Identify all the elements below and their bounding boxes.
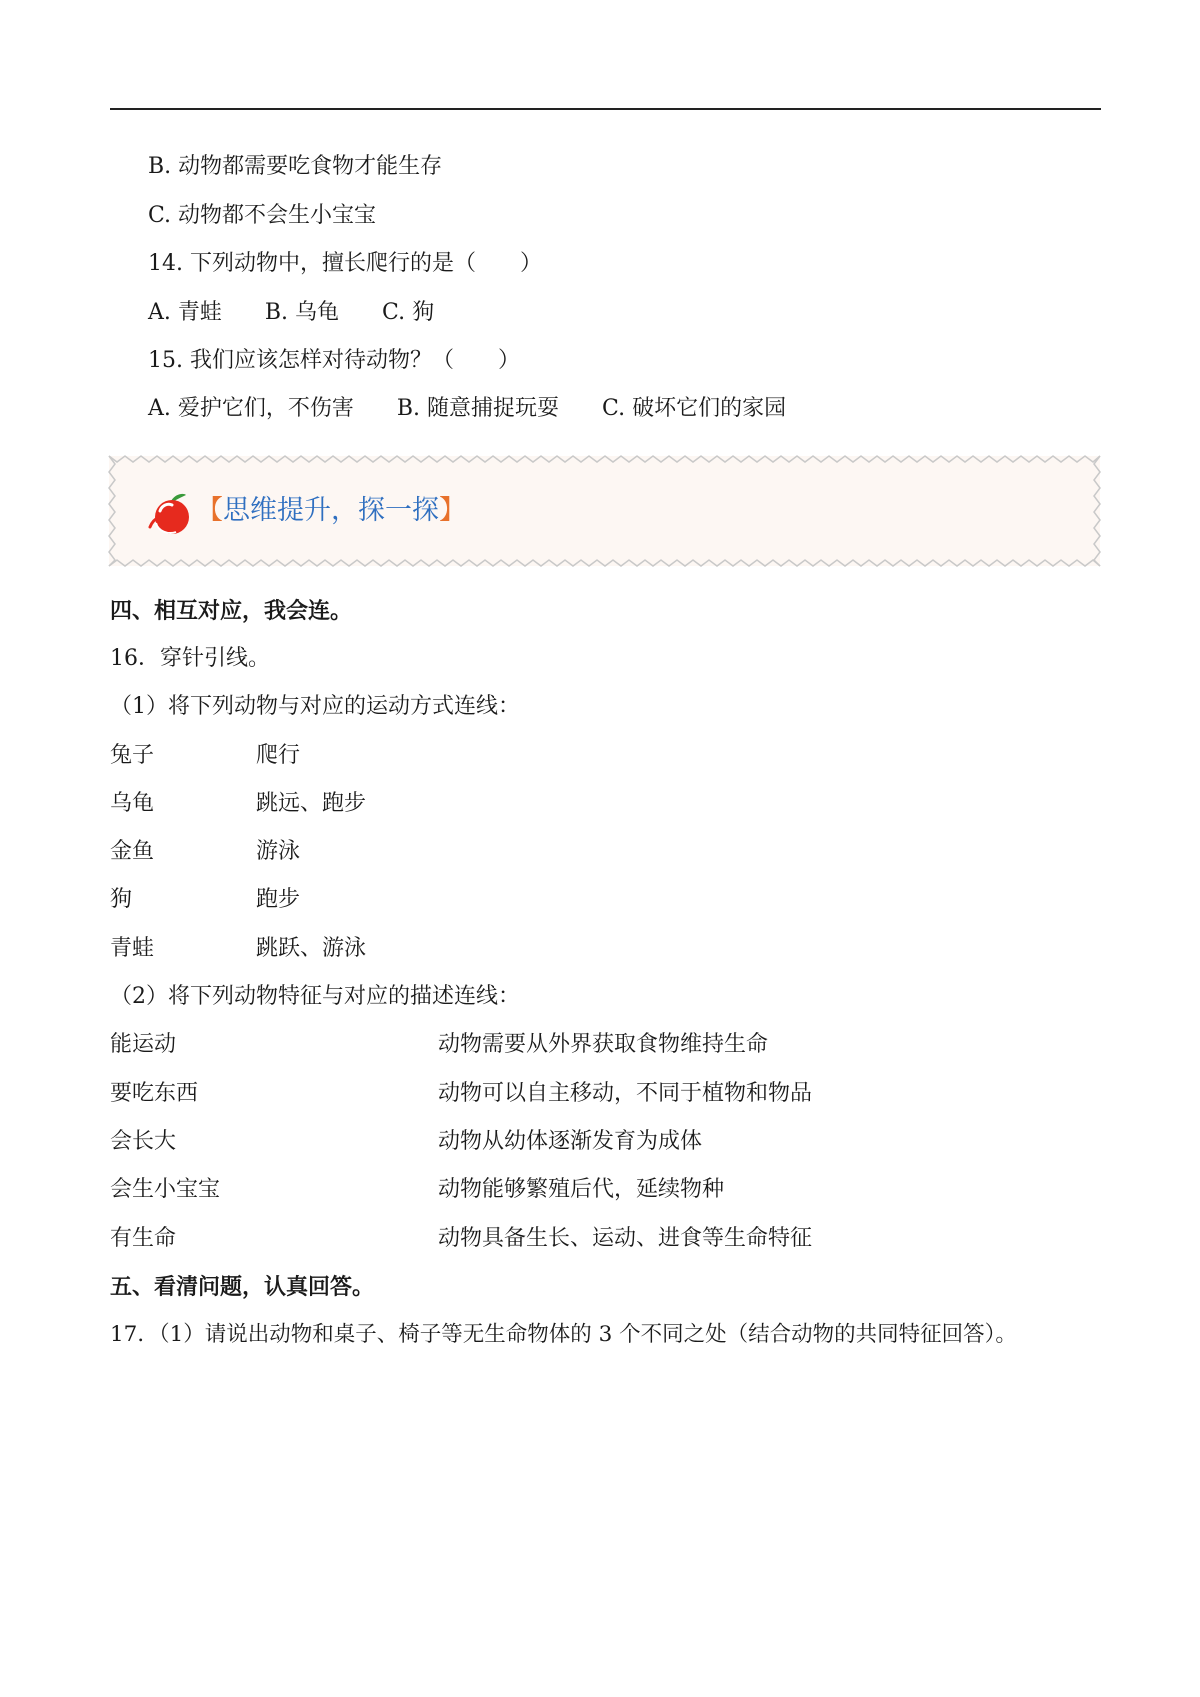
q15-option-a[interactable]: A. 爱护它们，不伤害: [148, 396, 354, 421]
q14-option-a[interactable]: A. 青蛙: [148, 300, 222, 325]
q14-stem: 14. 下列动物中，擅长爬行的是（ ）: [148, 251, 542, 276]
banner-bracket-close: 】: [439, 495, 466, 526]
q14-option-c[interactable]: C. 狗: [382, 300, 435, 325]
part1-left-item[interactable]: 狗: [110, 887, 133, 912]
part1-title: （1）将下列动物与对应的运动方式连线：: [110, 694, 520, 719]
part1-right-item[interactable]: 跑步: [256, 887, 301, 912]
part2-title: （2）将下列动物特征与对应的描述连线：: [110, 984, 520, 1009]
part1-left-item[interactable]: 金鱼: [110, 839, 155, 864]
section5-heading: 五、看清问题，认真回答。: [110, 1274, 375, 1300]
q14-options: [148, 298, 434, 328]
part2-right-item[interactable]: 动物需要从外界获取食物维持生命: [438, 1032, 769, 1057]
q15-option-c[interactable]: C. 破坏它们的家园: [602, 396, 787, 421]
part2-right-item[interactable]: 动物具备生长、运动、进食等生命特征: [438, 1226, 813, 1251]
section4-heading: 四、相互对应，我会连。: [110, 598, 353, 624]
banner-title-text: 思维提升，探一探: [223, 495, 439, 526]
q15-option-b[interactable]: B. 随意捕捉玩耍: [396, 396, 560, 421]
q14-option-b[interactable]: B. 乌龟: [264, 300, 340, 325]
part1-right-item[interactable]: 跳远、跑步: [256, 791, 367, 816]
q16-stem: 16．穿针引线。: [110, 646, 270, 671]
part2-right-item[interactable]: 动物可以自主移动，不同于植物和物品: [438, 1081, 813, 1106]
banner-bracket-open: 【: [196, 495, 223, 526]
apple-icon: [146, 487, 196, 537]
part2-left-item[interactable]: 能运动: [110, 1032, 177, 1057]
part2-left-item[interactable]: 要吃东西: [110, 1081, 199, 1106]
part2-right-item[interactable]: 动物从幼体逐渐发育为成体: [438, 1129, 703, 1154]
q15-stem: 15. 我们应该怎样对待动物？（ ）: [148, 348, 520, 373]
q15-options: [148, 394, 786, 424]
header-rule: [110, 108, 1101, 110]
part2-left-item[interactable]: 有生命: [110, 1226, 177, 1251]
part1-left-item[interactable]: 青蛙: [110, 936, 155, 961]
banner-title: [196, 493, 466, 529]
part1-right-item[interactable]: 游泳: [256, 839, 301, 864]
q13-option-c[interactable]: C. 动物都不会生小宝宝: [148, 203, 377, 228]
part1-left-item[interactable]: 乌龟: [110, 791, 155, 816]
part1-left-item[interactable]: 兔子: [110, 743, 155, 768]
q13-option-b[interactable]: B. 动物都需要吃食物才能生存: [148, 154, 443, 179]
part1-right-item[interactable]: 跳跃、游泳: [256, 936, 367, 961]
q17-stem: 17．（1）请说出动物和桌子、椅子等无生命物体的 3 个不同之处（结合动物的共同特征回答）。: [110, 1322, 1017, 1347]
part2-left-item[interactable]: 会长大: [110, 1129, 177, 1154]
part2-right-item[interactable]: 动物能够繁殖后代，延续物种: [438, 1177, 725, 1202]
part1-right-item[interactable]: 爬行: [256, 743, 301, 768]
part2-left-item[interactable]: 会生小宝宝: [110, 1177, 221, 1202]
